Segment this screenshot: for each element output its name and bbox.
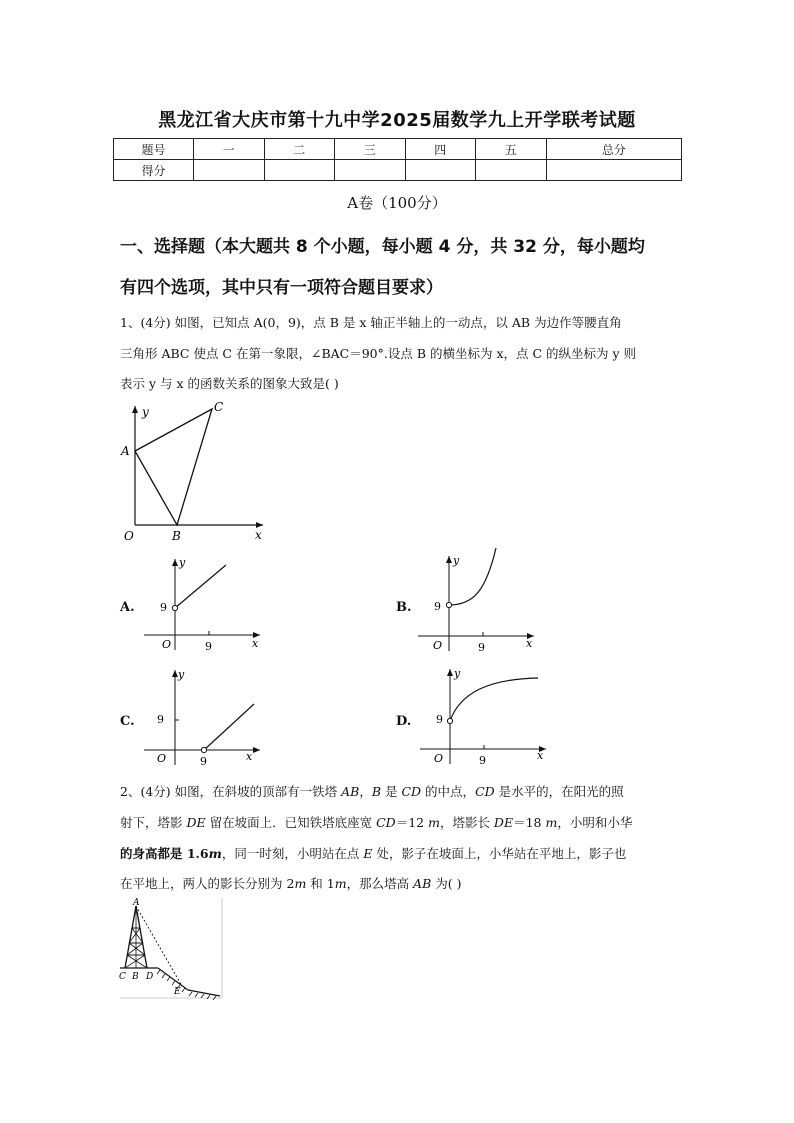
q1-triangle-figure [118, 400, 268, 545]
score-cell-header: 二 [264, 139, 335, 160]
score-cell-blank [194, 160, 265, 181]
option-b-origin: O [433, 639, 443, 652]
score-cell-blank [476, 160, 547, 181]
option-a-x-tick: 9 [205, 640, 212, 653]
q2-fig-point-a: A [133, 898, 140, 908]
option-b-x-label: x [526, 637, 533, 650]
option-c-x-tick: 9 [200, 755, 207, 768]
q2-line2: 射下，塔影 DE 留在坡面上．已知铁塔底座宽 CD＝12 m，塔影长 DE＝18 m，小明和小华 [120, 815, 633, 830]
q1-fig-origin: O [124, 529, 134, 543]
score-table [113, 138, 682, 181]
option-d-origin: O [434, 752, 444, 765]
q1-fig-y-label: y [142, 405, 149, 419]
q1-fig-point-b: B [172, 529, 181, 543]
option-a-y-label: y [179, 556, 186, 569]
q1-fig-point-c: C [214, 400, 224, 414]
q1-option-b-graph[interactable] [416, 548, 546, 658]
q2-fig-point-c: C [119, 972, 126, 982]
q2-tower-figure [118, 898, 228, 1003]
q1-option-d-graph[interactable] [418, 663, 568, 771]
option-b-x-tick: 9 [478, 641, 485, 654]
option-a-y-tick: 9 [160, 601, 167, 614]
score-cell-blank [546, 160, 682, 181]
q2-fig-point-b: B [132, 972, 139, 982]
option-b-y-label: y [453, 554, 460, 567]
q1-fig-x-label: x [255, 528, 262, 542]
score-cell-blank [405, 160, 476, 181]
option-d-y-tick: 9 [436, 713, 443, 726]
option-a-x-label: x [252, 637, 259, 650]
part1-heading-line1: 一、选择题（本大题共 8 个小题，每小题 4 分，共 32 分，每小题均 [120, 237, 645, 257]
section-a-title: A卷（100分） [347, 194, 447, 212]
option-d-y-label: y [454, 667, 461, 680]
q2-fig-point-d: D [146, 972, 154, 982]
score-table-score-row [114, 160, 682, 181]
option-c-y-label: y [178, 668, 185, 681]
option-d-x-tick: 9 [479, 754, 486, 767]
q1-option-d-label[interactable]: D. [396, 714, 412, 729]
q2-line4: 在平地上，两人的影长分别为 2m 和 1m，那么塔高 AB 为( ) [120, 876, 462, 891]
q2-line3: 的身高都是 1.6m，同一时刻，小明站在点 E 处，影子在坡面上，小华站在平地上，影子也 [120, 846, 627, 861]
q1-option-c-graph[interactable] [142, 665, 272, 770]
score-table-header-row [114, 139, 682, 160]
q1-fig-point-a: A [121, 444, 130, 458]
score-cell-blank [264, 160, 335, 181]
q2-fig-point-e: E [174, 987, 181, 997]
option-c-origin: O [157, 752, 167, 765]
score-cell-blank [335, 160, 406, 181]
option-c-y-tick: 9 [157, 713, 164, 726]
option-a-origin: O [162, 638, 172, 651]
score-cell-header: 四 [405, 139, 476, 160]
option-b-y-tick: 9 [434, 600, 441, 613]
score-cell-header: 五 [476, 139, 547, 160]
page-title: 黑龙江省大庆市第十九中学2025届数学九上开学联考试题 [158, 110, 636, 131]
q1-line1: 1、(4分) 如图，已知点 A(0，9)，点 B 是 x 轴正半轴上的一动点，以 AB 为边作等腰直角 [120, 315, 622, 330]
part1-heading-line2: 有四个选项，其中只有一项符合题目要求） [120, 278, 443, 298]
q1-option-a-graph[interactable] [142, 555, 272, 655]
q1-option-b-label[interactable]: B. [396, 600, 412, 615]
q1-line2: 三角形 ABC 使点 C 在第一象限，∠BAC＝90°.设点 B 的横坐标为 x，点 C 的纵坐标为 y 则 [120, 346, 637, 361]
score-row-label: 得分 [114, 160, 194, 181]
score-cell-header: 三 [335, 139, 406, 160]
option-c-x-label: x [246, 750, 253, 763]
score-cell-header: 总分 [546, 139, 682, 160]
q1-line3: 表示 y 与 x 的函数关系的图象大致是( ) [120, 376, 339, 391]
q1-option-a-label[interactable]: A. [120, 600, 135, 615]
score-cell-header: 一 [194, 139, 265, 160]
q1-option-c-label[interactable]: C. [120, 714, 135, 729]
q2-line1: 2、(4分) 如图，在斜坡的顶部有一铁塔 AB，B 是 CD 的中点，CD 是水平的，在阳光的照 [120, 784, 624, 799]
option-d-x-label: x [537, 749, 544, 762]
score-cell-header: 题号 [114, 139, 194, 160]
